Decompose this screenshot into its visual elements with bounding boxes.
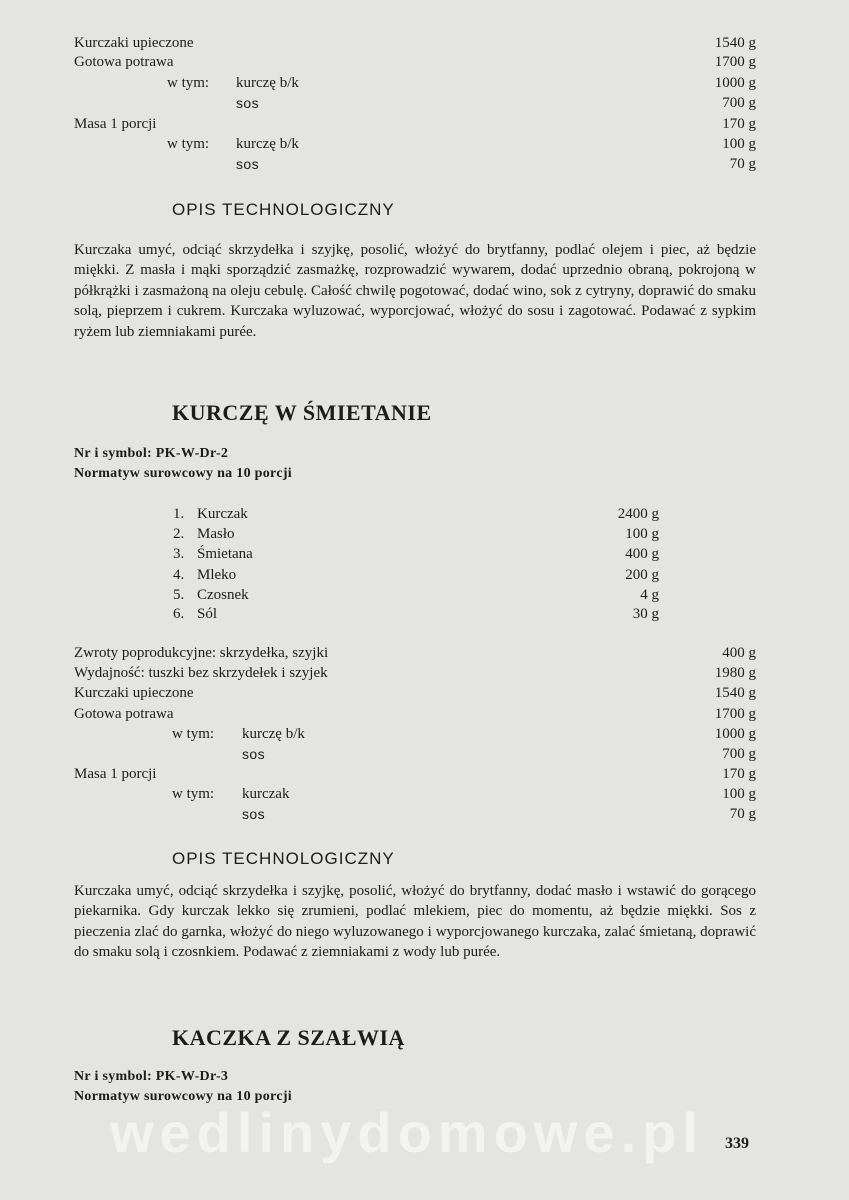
yield-prefix: w tym: bbox=[172, 726, 215, 742]
yield-qty: 70 g bbox=[729, 156, 756, 172]
ingredient-name: Czosnek bbox=[197, 587, 249, 603]
yield-qty: 70 g bbox=[729, 806, 756, 822]
yield-label: Wydajność: tuszki bez skrzydełek i szyjek bbox=[74, 665, 328, 681]
ingredient-name: Śmietana bbox=[197, 546, 253, 562]
yield-qty: 700 g bbox=[722, 95, 756, 111]
section-heading: OPIS TECHNOLOGICZNY bbox=[172, 200, 395, 219]
yield-label: Kurczaki upieczone bbox=[74, 35, 194, 51]
yield-qty: 100 g bbox=[722, 786, 756, 802]
yield-qty: 1980 g bbox=[714, 665, 756, 681]
ingredient-qty: 100 g bbox=[625, 526, 659, 542]
yield-prefix: w tym: bbox=[167, 136, 210, 152]
yield-label: kurczę b/k bbox=[236, 136, 299, 152]
yield-label: Masa 1 porcji bbox=[74, 766, 157, 782]
recipe-symbol: Nr i symbol: PK-W-Dr-2 bbox=[74, 446, 229, 461]
yield-label: Masa 1 porcji bbox=[74, 116, 157, 132]
yield-label: sos bbox=[236, 95, 259, 111]
recipe-symbol: Nr i symbol: PK-W-Dr-3 bbox=[74, 1069, 229, 1084]
ingredient-number: 2. bbox=[173, 526, 185, 542]
yield-label: Zwroty poprodukcyjne: skrzydełka, szyjki bbox=[74, 645, 329, 661]
yield-qty: 100 g bbox=[722, 136, 756, 152]
yield-qty: 1540 g bbox=[714, 685, 756, 701]
page-number: 339 bbox=[725, 1135, 749, 1152]
yield-label: Gotowa potrawa bbox=[74, 54, 174, 70]
yield-label: kurczę b/k bbox=[236, 75, 299, 91]
ingredient-number: 5. bbox=[173, 587, 185, 603]
yield-qty: 1700 g bbox=[714, 54, 756, 70]
section-heading: OPIS TECHNOLOGICZNY bbox=[172, 849, 395, 868]
ingredient-qty: 4 g bbox=[640, 587, 659, 603]
yield-qty: 170 g bbox=[722, 116, 756, 132]
ingredient-qty: 400 g bbox=[625, 546, 659, 562]
recipe-title: KURCZĘ W ŚMIETANIE bbox=[172, 400, 432, 425]
yield-label: kurczę b/k bbox=[242, 726, 305, 742]
ingredient-number: 1. bbox=[173, 506, 185, 522]
recipe-normatyw: Normatyw surowcowy na 10 porcji bbox=[74, 466, 292, 481]
ingredient-name: Sól bbox=[197, 606, 218, 622]
yield-prefix: w tym: bbox=[167, 75, 210, 91]
yield-label: kurczak bbox=[242, 786, 290, 802]
yield-prefix: w tym: bbox=[172, 786, 215, 802]
technology-paragraph: Kurczaka umyć, odciąć skrzydełka i szyjkę, posolić, włożyć do brytfanny, podlać olejem i piec, aż będzie miękki. Z masła i mąki sporządzić zasmażkę, rozprowadzić wywarem, dodać uprzednio obraną, pokrojoną w półkrążki i zasmażoną na oleju cebulę. Całość chwilę pogotować, dodać wino, sok z cytryny, doprawić do smaku solą, pieprzem i cukrem. Kurczaka wyluzować, wyporcjować, włożyć do sosu i zagotować. Podawać z sypkim ryżem lub ziemniakami purée. bbox=[74, 242, 756, 340]
ingredient-number: 3. bbox=[173, 546, 185, 562]
technology-paragraph: Kurczaka umyć, odciąć skrzydełka i szyjkę, posolić, włożyć do brytfanny, dodać masło i wstawić do gorącego piekarnika. Gdy kurczak lekko się zrumieni, podlać mlekiem, piec do momentu, aż będzie miękki. Sos z pieczenia zlać do garnka, włożyć do niego wyluzowanego i wyporcjowanego kurczaka, zalać śmietaną, doprawić do smaku solą i czosnkiem. Podawać z ziemniakami z wody lub purée. bbox=[74, 883, 756, 961]
yield-qty: 400 g bbox=[722, 645, 756, 661]
yield-qty: 1700 g bbox=[714, 706, 756, 722]
ingredient-name: Kurczak bbox=[197, 506, 248, 522]
yield-qty: 1000 g bbox=[714, 75, 756, 91]
yield-qty: 700 g bbox=[722, 746, 756, 762]
yield-qty: 1000 g bbox=[714, 726, 756, 742]
yield-label: Kurczaki upieczone bbox=[74, 685, 194, 701]
yield-label: sos bbox=[242, 746, 265, 762]
ingredient-name: Mleko bbox=[197, 567, 237, 583]
ingredient-qty: 30 g bbox=[632, 606, 659, 622]
recipe-normatyw: Normatyw surowcowy na 10 porcji bbox=[74, 1089, 292, 1104]
recipe-title: KACZKA Z SZAŁWIĄ bbox=[172, 1025, 405, 1050]
ingredient-number: 4. bbox=[173, 567, 185, 583]
yield-label: Gotowa potrawa bbox=[74, 706, 174, 722]
yield-label: sos bbox=[236, 156, 259, 172]
yield-qty: 1540 g bbox=[714, 35, 756, 51]
ingredient-name: Masło bbox=[197, 526, 235, 542]
ingredient-number: 6. bbox=[173, 606, 185, 622]
yield-label: sos bbox=[242, 806, 265, 822]
watermark: wedlinydomowe.pl bbox=[110, 1101, 704, 1164]
yield-qty: 170 g bbox=[722, 766, 756, 782]
ingredient-qty: 2400 g bbox=[617, 506, 659, 522]
ingredient-qty: 200 g bbox=[625, 567, 659, 583]
